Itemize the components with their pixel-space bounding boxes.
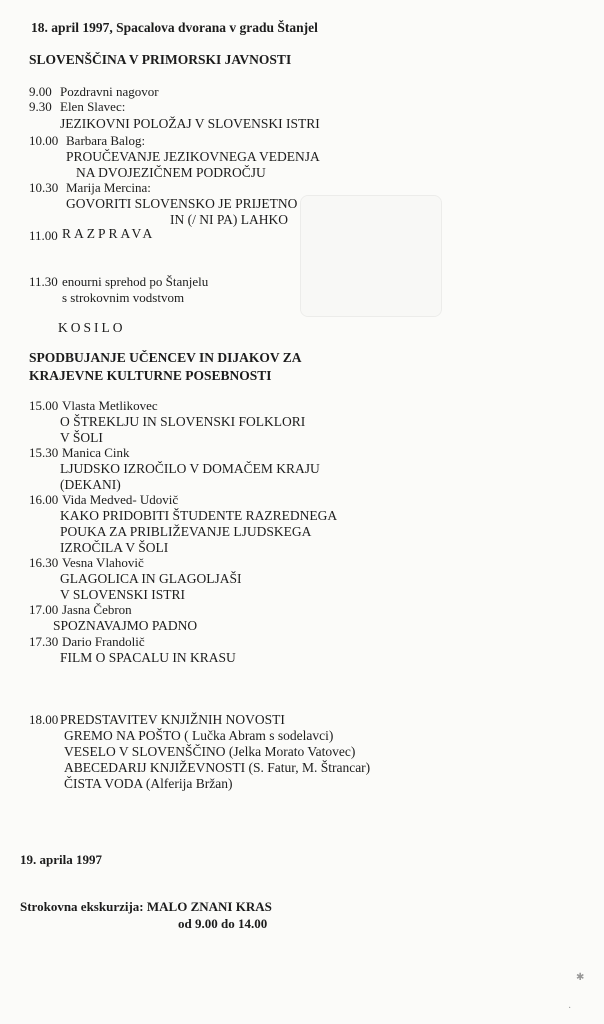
item-talk-title: POUKA ZA PRIBLIŽEVANJE LJUDSKEGA xyxy=(60,524,312,539)
item-talk-title: FILM O SPACALU IN KRASU xyxy=(60,650,236,665)
discussion-label: RAZPRAVA xyxy=(62,226,156,241)
item-time: 15.00 xyxy=(29,398,59,413)
item-time: 18.00 xyxy=(29,712,59,727)
scan-speck: · xyxy=(568,1003,572,1014)
item-talk-title: V ŠOLI xyxy=(60,430,103,445)
item-talk-title: V SLOVENSKI ISTRI xyxy=(60,587,186,602)
item-speaker: Vesna Vlahovič xyxy=(62,555,144,570)
item-time: 9.00 xyxy=(29,84,52,99)
book-entry: GREMO NA POŠTO ( Lučka Abram s sodelavci) xyxy=(64,728,334,743)
item-speaker: Barbara Balog: xyxy=(66,133,146,148)
lunch-label: KOSILO xyxy=(58,320,126,335)
item-time: 10.30 xyxy=(29,180,59,195)
excursion-label: Strokovna ekskurzija: MALO ZNANI KRAS xyxy=(20,899,272,914)
scan-speck: ✱ xyxy=(576,972,585,983)
item-time: 17.30 xyxy=(29,634,59,649)
item-talk-title: LJUDSKO IZROČILO V DOMAČEM KRAJU xyxy=(60,461,320,476)
item-speaker: Dario Frandolič xyxy=(62,634,145,649)
book-entry: ČISTA VODA (Alferija Bržan) xyxy=(64,776,233,791)
item-talk-title: GLAGOLICA IN GLAGOLJAŠI xyxy=(60,571,242,586)
item-speaker: enourni sprehod po Štanjelu xyxy=(62,274,209,289)
books-title: PREDSTAVITEV KNJIŽNIH NOVOSTI xyxy=(60,712,285,727)
excursion-time: od 9.00 do 14.00 xyxy=(178,916,268,931)
item-talk-title: GOVORITI SLOVENSKO JE PRIJETNO xyxy=(66,196,298,211)
item-time: 11.30 xyxy=(29,274,58,289)
item-time: 16.30 xyxy=(29,555,59,570)
item-time: 11.00 xyxy=(29,228,58,243)
item-talk-title: (DEKANI) xyxy=(60,477,121,492)
item-time: 17.00 xyxy=(29,602,59,617)
item-speaker: Vlasta Metlikovec xyxy=(62,398,158,413)
book-entry: ABECEDARIJ KNJIŽEVNOSTI (S. Fatur, M. Štrancar) xyxy=(64,760,371,775)
item-talk-title: IZROČILA V ŠOLI xyxy=(60,540,169,555)
section2-title: SPODBUJANJE UČENCEV IN DIJAKOV ZA xyxy=(29,350,302,365)
item-talk-title: PROUČEVANJE JEZIKOVNEGA VEDENJA xyxy=(66,149,320,164)
item-time: 9.30 xyxy=(29,99,52,114)
page-header: 18. april 1997, Spacalova dvorana v gradu Štanjel xyxy=(31,20,318,35)
item-time: 15.30 xyxy=(29,445,59,460)
item-talk-title: NA DVOJEZIČNEM PODROČJU xyxy=(76,165,266,180)
item-talk-title: KAKO PRIDOBITI ŠTUDENTE RAZREDNEGA xyxy=(60,508,338,523)
item-speaker: Pozdravni nagovor xyxy=(60,84,159,99)
section2-title: KRAJEVNE KULTURNE POSEBNOSTI xyxy=(29,368,272,383)
item-speaker: Elen Slavec: xyxy=(60,99,126,114)
item-speaker: Vida Medved- Udovič xyxy=(62,492,179,507)
item-time: 16.00 xyxy=(29,492,59,507)
item-time: 10.00 xyxy=(29,133,59,148)
book-entry: VESELO V SLOVENŠČINO (Jelka Morato Vatovec) xyxy=(64,744,356,759)
item-talk-title: SPOZNAVAJMO PADNO xyxy=(53,618,198,633)
item-talk-title: s strokovnim vodstvom xyxy=(62,290,185,305)
item-speaker: Manica Cink xyxy=(62,445,130,460)
item-talk-title: IN (/ NI PA) LAHKO xyxy=(170,212,288,227)
section1-title: SLOVENŠČINA V PRIMORSKI JAVNOSTI xyxy=(29,52,292,67)
item-speaker: Marija Mercina: xyxy=(66,180,151,195)
item-talk-title: JEZIKOVNI POLOŽAJ V SLOVENSKI ISTRI xyxy=(60,116,320,131)
faint-background-stamp xyxy=(300,195,442,317)
item-talk-title: O ŠTREKLJU IN SLOVENSKI FOLKLORI xyxy=(60,414,306,429)
day2-date: 19. aprila 1997 xyxy=(20,852,102,867)
item-speaker: Jasna Čebron xyxy=(62,602,132,617)
